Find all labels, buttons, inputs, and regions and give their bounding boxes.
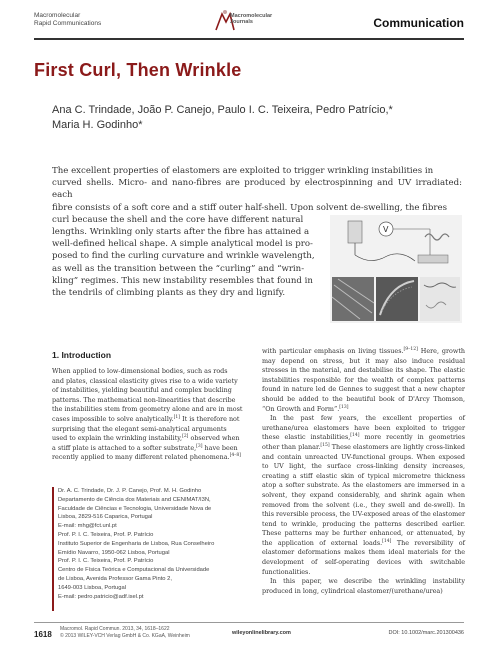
journal-logo [212,8,272,34]
body-line: used to explain the wrinkling instability,[2] observed when [52,434,240,443]
article-type: Communication [373,16,464,30]
citation: [14] [350,433,360,439]
paragraph: In this paper, we describe the wrinkling instability produced in long, cylindrical elastomer/(urethane/urea) [262,577,465,595]
graphical-abstract-figure [330,215,462,323]
section-heading: 1. Introduction [52,350,112,360]
abstract-line: the tendrils of climbing plants as they dry and lignify. [52,288,286,299]
affiliation-line: Emídio Navarro, 1950-062 Lisboa, Portugal [58,549,170,556]
website-link[interactable]: wileyonlinelibrary.com [232,630,291,636]
page-number: 1618 [34,630,52,639]
affiliation-line: Prof. P. I. C. Teixeira, Prof. P. Patrício [58,531,154,538]
body-line: surprising that the elegant semi-analytical arguments [52,424,227,433]
affiliation-line: Departamento de Ciência dos Materiais and CENIMAT/I3N, [58,496,211,503]
citation: [15] [320,442,330,448]
paragraph: In the past few years, the excellent properties of urethane/urea elastomers have been exploited to trigger these elastic instabilities,[14] more recently in geometries other than planar.[15] These elastomers are lightly cross-linked and contain unreacted UV-functional groups. When exposed to UV light, the surface cross-linking density increases, creating a stiff elastic skin of typical micrometre thickness atop a softer substrate. As the elastomers are immersed in a solvent, they expand considerably, and shrink again when removed from the solvent (i.e., they swell and de-swell). In this reversible process, the UV-exposed areas of the elastomer tend to wrinkle, producing the patterns described earlier. These patterns may be further enhanced, or attenuated, by the application of external loads.[14] The reversibility of elastomer deformations makes them ideal materials for the development of self-operating devices with switchable functionalities. [262,414,466,576]
affiliation-line: Faculdade de Ciências e Tecnologia, Universidade Nova de [58,505,212,512]
affiliation-line: Instituto Superior de Engenharia de Lisboa, Rua Conselheiro [58,540,215,547]
citation: [3] [196,443,203,449]
abstract-line: The excellent properties of elastomers are exploited to trigger wrinkling instabilities in [52,166,434,176]
footer-rule [34,622,464,623]
affiliation-line: Prof. P. I. C. Teixeira, Prof. P. Patrício [58,558,154,565]
citation-line1: Macromol. Rapid Commun. 2013, 34, 1618–1622 [60,626,170,632]
affiliations [58,487,246,601]
logo-line2: Journals [230,19,253,25]
body-line: When applied to low-dimensional bodies, such as rods [52,367,228,375]
journal-name [34,12,101,28]
citation-line2: © 2013 WILEY-VCH Verlag GmbH & Co. KGaA, Weinheim [60,633,190,639]
citation: [9–12] [403,346,418,352]
citation: [2] [182,434,189,440]
voltage-label: V [383,225,389,234]
abstract-line: well-defined helical shape. A simple analytical model is pro- [52,239,313,250]
abstract-line: as well as the transition between the “curling” and “wrin- [52,263,305,274]
citation: [14] [382,538,392,544]
citation: [13] [339,404,349,410]
journal-name-line2: Rapid Communications [34,20,102,27]
affiliation-line: de Lisboa, Avenida Professor Gama Pinto 2, [58,575,172,582]
affiliation-line: 1649-003 Lisboa, Portugal [58,584,127,591]
affiliation-line: Centro de Física Teórica e Computacional da Universidade [58,567,210,574]
abstract-line: posed to find the curling curvature and wrinkle wavelength, [52,251,315,262]
journal-name-line1: Macromolecular [34,12,81,19]
body-line: the instabilities stem from geometry alone and are in most [52,405,243,414]
abstract-line: kling” regimes. This new instability resembles that found in [52,275,313,286]
abstract-line: lengths. Wrinkling only starts after the fibre has attained a [52,227,310,238]
abstract-line: curved shells. Micro- and nano-fibres are produced by electrospinning and UV irradiated: each [52,178,462,201]
citation: [1] [173,414,181,420]
doi: DOI: 10.1002/marc.201300436 [388,630,464,636]
authors-line1: Ana C. Trindade, João P. Canejo, Paulo I. C. Teixeira, Pedro Patrício,* [52,104,393,116]
affiliation-line: E-mail: pedro.patricio@adf.isel.pt [58,593,144,600]
affiliation-line: Dr. A. C. Trindade, Dr. J. P. Canejo, Prof. M. H. Godinho [58,488,202,494]
body-line: a stiff plate is attached to a softer substrate,[3] have been [52,443,238,452]
body-line: and plates, classical elasticity gives rise to a wide variety [52,376,238,385]
author-list [52,103,452,133]
affiliation-accent-bar [52,487,54,611]
citation: [4–8] [229,453,242,459]
intro-column-left [52,367,244,463]
body-line: cases impossible to solve analytically.[1] It is therefore not [52,414,240,423]
abstract-line: curl because the shell and the core have different natural [52,214,304,225]
header-rule [34,38,464,40]
body-line: patterns. The mathematical non-linearities that describe [52,395,236,404]
body-line: recently applied to many different related phenomena.[4–8] [52,453,242,462]
authors-line2: Maria H. Godinho* [52,119,143,131]
abstract-line: fibre consists of a soft core and a stiff outer half-shell. Upon solvent de-swelling, the fibres [52,202,448,213]
citation-info [60,626,190,640]
paragraph: with particular emphasis on living tissues.[9–12] Here, growth may depend on stress, but it may also induce residual stresses in the material, and destabilise its shape. The elastic instabilities responsible for the wealth of complex patterns found in nature led de Gennes to suggest that a new chapter should be added to the beautiful book of D'Arcy Thomson, “On Growth and Form”.[13] [262,346,466,413]
intro-column-right [262,347,465,596]
article-title: First Curl, Then Wrinkle [34,60,242,80]
affiliation-line: E-mail: mhg@fct.unl.pt [58,523,117,530]
logo-line1: Macromolecular [230,13,273,19]
affiliation-line: Lisboa, 2829-516 Caparica, Portugal [58,514,153,521]
figure-image [330,215,462,323]
body-line: of instabilities, yielding beautiful and complex buckling [52,386,232,395]
